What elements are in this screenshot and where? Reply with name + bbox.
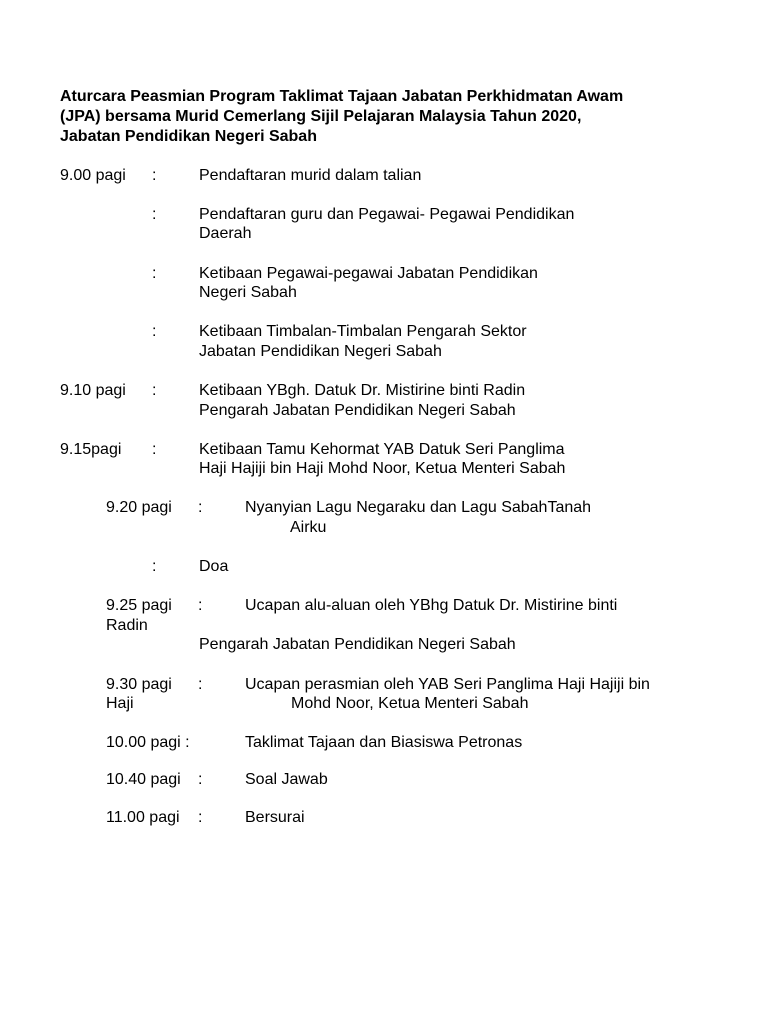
title-line: Aturcara Peasmian Program Taklimat Tajaan Jabatan Perkhidmatan Awam: [60, 88, 624, 105]
schedule-description: Pengarah Jabatan Pendidikan Negeri Sabah: [199, 402, 516, 419]
schedule-separator: :: [152, 265, 157, 282]
schedule-description: Ucapan alu-aluan oleh YBhg Datuk Dr. Mistirine binti: [245, 597, 618, 614]
schedule-separator: :: [152, 323, 157, 340]
schedule-description: Soal Jawab: [245, 771, 328, 788]
schedule-separator: :: [152, 206, 157, 223]
schedule-time-continued: Haji: [106, 695, 134, 712]
schedule-separator: :: [198, 809, 203, 826]
document-title: [60, 87, 720, 147]
schedule-description: Mohd Noor, Ketua Menteri Sabah: [291, 695, 529, 712]
title-line: (JPA) bersama Murid Cemerlang Sijil Pelajaran Malaysia Tahun 2020,: [60, 108, 582, 125]
schedule-description: Airku: [290, 519, 327, 536]
schedule-description: Taklimat Tajaan dan Biasiswa Petronas: [245, 734, 523, 751]
schedule-separator: :: [198, 499, 203, 516]
schedule-separator: :: [152, 167, 157, 184]
schedule-description: Ucapan perasmian oleh YAB Seri Panglima Haji Hajiji bin: [245, 676, 650, 693]
schedule-time: 9.30 pagi: [106, 676, 172, 693]
schedule-separator: :: [198, 771, 203, 788]
schedule-separator: :: [152, 558, 157, 575]
schedule-description: Pendaftaran murid dalam talian: [199, 167, 422, 184]
schedule-time: 9.10 pagi: [60, 382, 126, 399]
schedule-time: 11.00 pagi: [106, 809, 180, 826]
schedule-time-continued: Radin: [106, 617, 148, 634]
schedule-separator: :: [152, 441, 157, 458]
schedule-description: Doa: [199, 558, 229, 575]
schedule-description: Daerah: [199, 225, 252, 242]
schedule-separator: :: [152, 382, 157, 399]
schedule-description: Jabatan Pendidikan Negeri Sabah: [199, 343, 442, 360]
schedule-description: Nyanyian Lagu Negaraku dan Lagu SabahTanah: [245, 499, 592, 516]
title-line: Jabatan Pendidikan Negeri Sabah: [60, 128, 317, 145]
schedule-time: 9.00 pagi: [60, 167, 126, 184]
schedule-description: Ketibaan Pegawai-pegawai Jabatan Pendidikan: [199, 265, 538, 282]
schedule-separator: :: [198, 597, 203, 614]
schedule-separator: :: [198, 676, 203, 693]
schedule-description: Pendaftaran guru dan Pegawai- Pegawai Pendidikan: [199, 206, 575, 223]
schedule-time: 9.25 pagi: [106, 597, 172, 614]
schedule-time: 9.15pagi: [60, 441, 122, 458]
schedule-description: Haji Hajiji bin Haji Mohd Noor, Ketua Menteri Sabah: [199, 460, 566, 477]
schedule-time: 10.00 pagi :: [106, 734, 190, 751]
schedule-description: Negeri Sabah: [199, 284, 297, 301]
schedule-description: Ketibaan Tamu Kehormat YAB Datuk Seri Panglima: [199, 441, 565, 458]
schedule-description: Pengarah Jabatan Pendidikan Negeri Sabah: [199, 636, 516, 653]
schedule-description: Ketibaan Timbalan-Timbalan Pengarah Sektor: [199, 323, 527, 340]
schedule-time: 9.20 pagi: [106, 499, 172, 516]
schedule-description: Ketibaan YBgh. Datuk Dr. Mistirine binti Radin: [199, 382, 526, 399]
schedule-description: Bersurai: [245, 809, 305, 826]
schedule-time: 10.40 pagi: [106, 771, 181, 788]
